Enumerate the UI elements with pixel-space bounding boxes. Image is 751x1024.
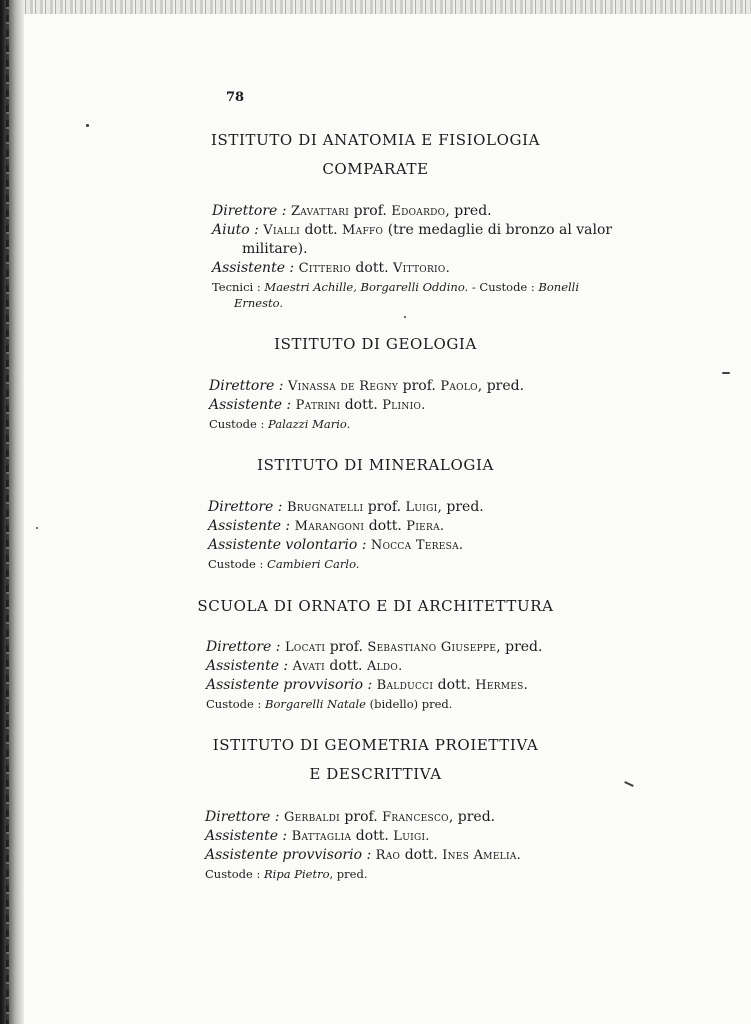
entry-assistente-ornato	[206, 657, 403, 676]
section-title-geologia: ISTITUTO DI GEOLOGIA	[274, 335, 477, 353]
entry-note: (tre medaglie di bronzo al valor	[387, 222, 613, 238]
role-label: Direttore :	[206, 639, 281, 655]
custode-name: Cambieri Carlo.	[267, 557, 360, 571]
person-surname: Zavattari	[290, 204, 350, 219]
entry-provvisorio-geometria	[205, 846, 521, 865]
custode-name: Palazzi Mario.	[268, 417, 351, 431]
section-title-ornato: SCUOLA DI ORNATO E DI ARCHITETTURA	[197, 597, 554, 615]
custode-label: Custode :	[206, 697, 262, 711]
title-abbrev: dott.	[355, 260, 389, 276]
title-abbrev: dott.	[437, 677, 471, 693]
title-abbrev: dott.	[355, 828, 389, 844]
person-surname: Gerbaldi	[283, 810, 340, 825]
person-surname: Rao	[375, 848, 401, 863]
person-name: Ines Amelia.	[442, 848, 522, 863]
custode-label: Custode :	[205, 867, 261, 881]
scan-speck	[86, 124, 89, 127]
person-surname: Nocca Teresa.	[370, 538, 464, 553]
role-label: Assistente :	[212, 260, 295, 276]
entry-assistente-geometria	[205, 827, 430, 846]
custode-label: - Custode :	[471, 280, 535, 294]
title-abbrev: dott.	[304, 222, 338, 238]
title-abbrev: dott.	[404, 847, 438, 863]
person-name: Plinio.	[382, 398, 426, 413]
person-name: Paolo	[440, 379, 478, 394]
person-surname: Battaglia	[291, 829, 352, 844]
title-abbrev: prof.	[367, 499, 402, 515]
custode-name: Borgarelli Natale	[265, 697, 366, 711]
custode-note: , pred.	[329, 867, 368, 881]
title-abbrev: prof.	[353, 203, 387, 219]
person-name: Sebastiano Giuseppe	[367, 640, 497, 655]
person-surname: Vialli	[263, 223, 301, 238]
tecnici-names: Maestri Achille, Borgarelli Oddino.	[264, 280, 469, 294]
person-surname: Citterio	[298, 261, 351, 276]
custode-continuation: Ernesto.	[234, 296, 284, 310]
entry-direttore-geologia	[209, 377, 524, 396]
person-surname: Locati	[284, 640, 326, 655]
person-name: Maffo	[342, 223, 384, 238]
entry-direttore-anatomia	[212, 202, 492, 221]
entry-assistente-anatomia	[212, 259, 450, 278]
role-label: Assistente :	[205, 828, 288, 844]
custode-name: Ripa Pietro	[264, 867, 330, 881]
entry-assistente-geologia	[209, 396, 426, 415]
person-name: Vittorio.	[392, 261, 451, 276]
entry-assistente-mineralogia	[208, 517, 444, 536]
title-abbrev: prof.	[402, 378, 436, 394]
title-abbrev: dott.	[344, 397, 378, 413]
role-label: Assistente :	[209, 397, 292, 413]
entry-custode-geometria	[205, 865, 368, 883]
role-label: Aiuto :	[212, 222, 259, 238]
section-title-mineralogia: ISTITUTO DI MINERALOGIA	[257, 456, 494, 474]
custode-note: (bidello) pred.	[369, 697, 453, 711]
page-number: 78	[226, 90, 245, 105]
scan-speck	[404, 316, 406, 318]
role-label: Assistente volontario :	[208, 537, 367, 553]
title-abbrev: prof.	[329, 639, 363, 655]
role-label: Direttore :	[209, 378, 284, 394]
role-label: Assistente provvisorio :	[206, 677, 373, 693]
person-name: Luigi	[405, 500, 438, 515]
title-abbrev: prof.	[344, 809, 378, 825]
person-surname: Marangoni	[294, 519, 365, 534]
role-label: Assistente :	[208, 518, 291, 534]
role-label: Assistente :	[206, 658, 289, 674]
person-name: Edoardo	[391, 204, 446, 219]
entry-direttore-mineralogia	[208, 498, 484, 517]
section-title-geometria-cont: E DESCRITTIVA	[309, 765, 442, 783]
entry-direttore-ornato	[206, 638, 542, 657]
entry-provvisorio-ornato	[206, 676, 528, 695]
entry-volontario-mineralogia	[208, 536, 463, 555]
title-abbrev: dott.	[329, 658, 363, 674]
person-surname: Avati	[292, 659, 325, 674]
entry-suffix: , pred.	[477, 378, 525, 394]
entry-aiuto-anatomia	[212, 221, 612, 240]
section-title-anatomia: ISTITUTO DI ANATOMIA E FISIOLOGIA	[210, 131, 541, 149]
role-label: Direttore :	[212, 203, 287, 219]
entry-suffix: , pred.	[448, 809, 496, 825]
person-surname: Brugnatelli	[286, 500, 364, 515]
person-name: Luigi.	[393, 829, 430, 844]
role-label: Direttore :	[208, 499, 283, 515]
custode-label: Custode :	[208, 557, 264, 571]
person-surname: Vinassa de Regny	[287, 379, 399, 394]
entry-custode-geologia	[209, 415, 350, 433]
entry-custode-ornato	[206, 695, 452, 713]
entry-suffix: , pred.	[445, 203, 492, 219]
tecnici-label: Tecnici :	[212, 280, 261, 294]
person-name: Francesco	[382, 810, 449, 825]
custode-label: Custode :	[209, 417, 265, 431]
role-label: Assistente provvisorio :	[205, 847, 372, 863]
person-name: Piera.	[406, 519, 445, 534]
entry-aiuto-continuation: militare).	[242, 241, 308, 257]
person-surname: Balducci	[376, 678, 434, 693]
custode-name: Bonelli	[538, 280, 580, 294]
section-title-geometria: ISTITUTO DI GEOMETRIA PROIETTIVA	[212, 736, 539, 754]
scan-speck	[722, 372, 730, 374]
person-name: Hermes.	[475, 678, 529, 693]
section-title-anatomia-cont: COMPARATE	[322, 160, 429, 178]
entry-suffix: , pred.	[496, 639, 543, 655]
entry-suffix: , pred.	[437, 499, 484, 515]
role-label: Direttore :	[205, 809, 280, 825]
title-abbrev: dott.	[368, 518, 402, 534]
scan-speck	[36, 527, 38, 529]
entry-direttore-geometria	[205, 808, 495, 827]
person-surname: Patrini	[295, 398, 341, 413]
person-name: Aldo.	[366, 659, 403, 674]
entry-custode-mineralogia	[208, 555, 359, 573]
